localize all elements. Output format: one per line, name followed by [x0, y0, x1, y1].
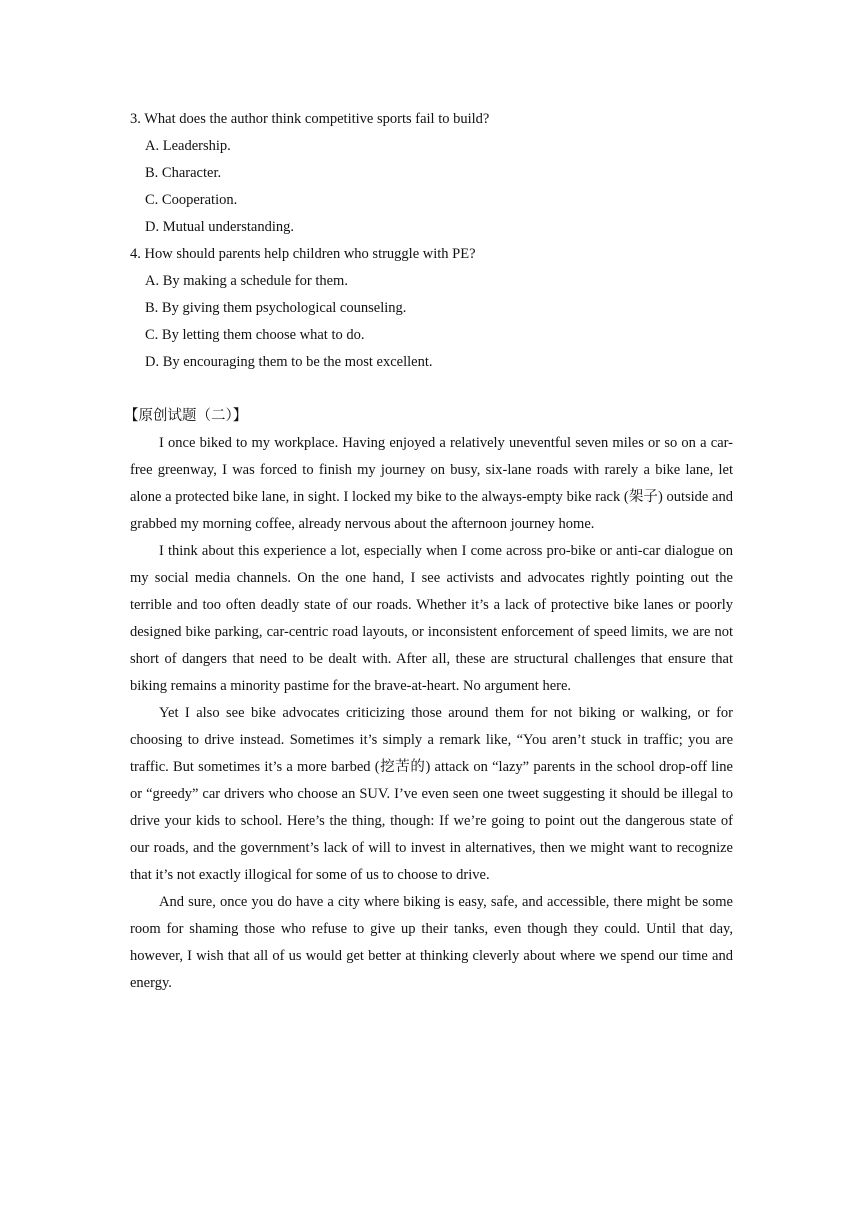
question-3-option-a: A. Leadership.: [145, 138, 231, 154]
question-4-option-a: A. By making a schedule for them.: [145, 273, 348, 289]
document-page: [124, 106, 733, 997]
question-3: [130, 106, 733, 241]
section-title: 【原创试题（二）】: [124, 408, 248, 424]
passage-paragraph-1: I once biked to my workplace. Having enjoyed a relatively uneventful seven miles or so on a car-free greenway, I was forced to finish my journey on busy, six-lane roads with rarely a bike lane, let alone a protected bike lane, in sight. I locked my bike to the always-empty bike rack (架子) outside and grabbed my morning coffee, already nervous about the afternoon journey home.: [130, 435, 733, 532]
question-4: [130, 241, 733, 376]
question-4-option-c: C. By letting them choose what to do.: [145, 327, 365, 343]
question-3-option-c: C. Cooperation.: [145, 192, 238, 208]
passage-paragraph-4: And sure, once you do have a city where biking is easy, safe, and accessible, there might be some room for shaming those who refuse to give up their tanks, even though they could. Until that day, however, I wish that all of us would get better at thinking cleverly about where we spend our time and energy.: [130, 894, 733, 991]
question-3-option-b: B. Character.: [145, 165, 222, 181]
passage-paragraph-2: I think about this experience a lot, especially when I come across pro-bike or anti-car dialogue on my social media channels. On the one hand, I see activists and advocates rightly pointing out the terrible and too often deadly state of our roads. Whether it’s a lack of protective bike lanes or poorly designed bike parking, car-centric road layouts, or inconsistent enforcement of speed limits, we are not short of dangers that need to be dealt with. After all, these are structural challenges that ensure that biking remains a minority pastime for the brave-at-heart. No argument here.: [130, 543, 733, 694]
question-4-stem: 4. How should parents help children who struggle with PE?: [130, 246, 476, 262]
question-4-option-d: D. By encouraging them to be the most excellent.: [145, 354, 433, 370]
passage: [130, 430, 733, 997]
question-3-option-d: D. Mutual understanding.: [145, 219, 295, 235]
question-3-stem: 3. What does the author think competitive sports fail to build?: [130, 111, 490, 127]
passage-paragraph-3: Yet I also see bike advocates criticizing those around them for not biking or walking, or for choosing to drive instead. Sometimes it’s simply a remark like, “You aren’t stuck in traffic; you are traffic. But sometimes it’s a more barbed (挖苦的) attack on “lazy” parents in the school drop-off line or “greedy” car drivers who choose an SUV. I’ve even seen one tweet suggesting it should be illegal to drive your kids to school. Here’s the thing, though: If we’re going to point out the dangerous state of our roads, and the government’s lack of will to invest in alternatives, then we might want to recognize that it’s not exactly illogical for some of us to choose to drive.: [130, 705, 733, 883]
question-4-option-b: B. By giving them psychological counseling.: [145, 300, 407, 316]
